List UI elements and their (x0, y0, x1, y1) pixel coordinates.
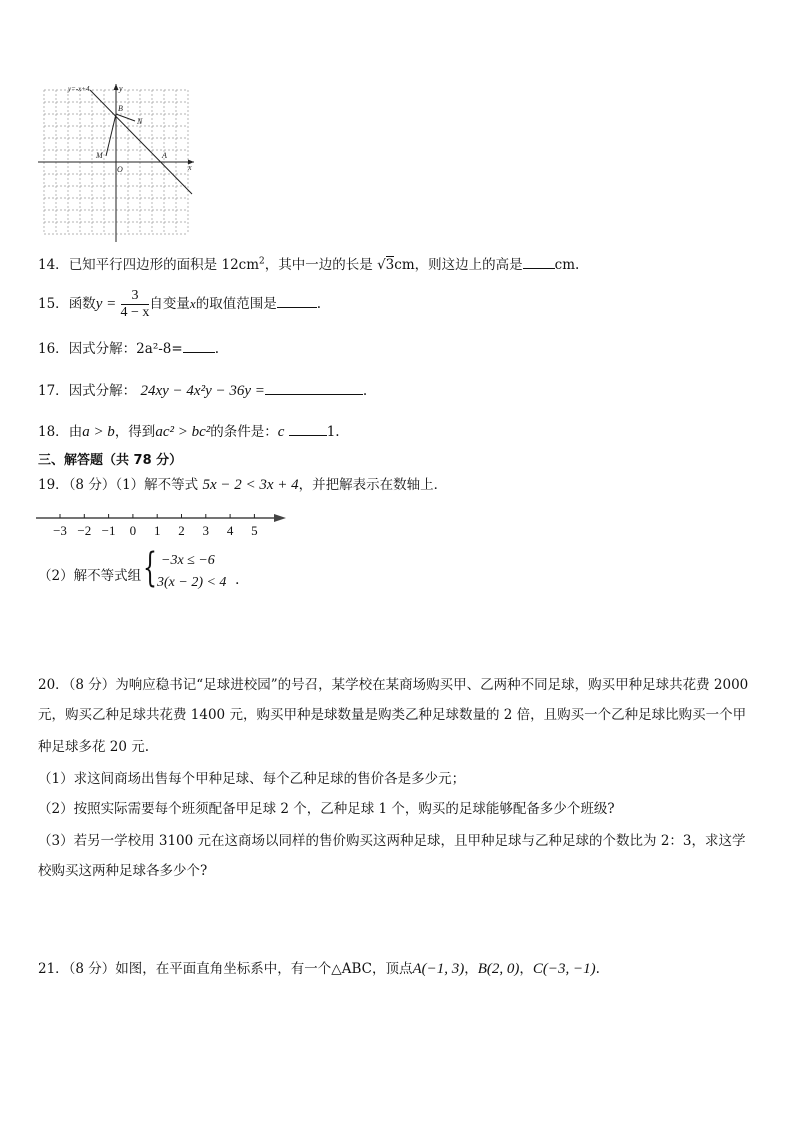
sqrt-sign: √ (377, 257, 386, 273)
number-line (36, 506, 292, 542)
q17-expression: 24xy − 4x²y − 36y = (140, 383, 265, 399)
point-B-label: B (118, 104, 123, 113)
q14-exponent: 2 (259, 256, 265, 267)
question-19 (38, 476, 447, 494)
q20-line-3: 种足球多花 20 元. (38, 739, 150, 755)
question-18 (38, 421, 340, 441)
number-line-tick-label: 2 (178, 523, 185, 538)
q17-end: . (362, 383, 368, 399)
q20-sub-1: （1）求这间商场出售每个甲种足球、每个乙种足球的售价各是多少元； (38, 771, 466, 787)
vertex-A: A(−1, 3) (412, 961, 465, 977)
question-number: 16． (38, 341, 69, 357)
q19-part1-end: ，并把解表示在数轴上． (298, 477, 448, 493)
q21-sep-2: ， (519, 961, 533, 977)
point-A-label: A (162, 151, 167, 160)
question-14 (38, 254, 579, 274)
y-axis-label: y (119, 84, 123, 93)
q14-text-a: 已知平行四边形的面积是 12cm (68, 257, 260, 273)
q21-text: 21．（8 分）如图，在平面直角坐标系中，有一个△ABC，顶点 (38, 961, 413, 977)
question-21 (38, 960, 600, 978)
q19-inequality: 5x − 2 < 3x + 4 (202, 477, 299, 493)
q18-text-d: 1. (326, 424, 340, 440)
q15-lhs: y = (95, 296, 117, 312)
number-line-tick-label: −1 (101, 523, 116, 538)
q14-text-d: cm. (554, 257, 580, 273)
q14-root: 3 (385, 257, 395, 273)
number-line-tick-label: −2 (77, 523, 92, 538)
number-line-arrow (274, 514, 286, 522)
q20-sub-2: （2）按照实际需要每个班须配备甲足球 2 个，乙种足球 1 个，购买的足球能够配备多少个班级? (38, 801, 615, 817)
number-line-tick-label: 4 (226, 523, 234, 538)
q15-fraction (121, 288, 150, 321)
number-line-tick-label: −3 (53, 523, 67, 538)
q15-var: x (189, 296, 196, 311)
q18-text-c: 的条件是： (210, 424, 278, 440)
q18-text-b: ，得到 (114, 424, 156, 440)
question-number: 17． (38, 383, 69, 399)
q16-end: . (214, 341, 219, 357)
fraction-denominator: 4 − x (120, 305, 150, 320)
q15-text-a: 函数 (68, 296, 96, 312)
q18-condition: a > b (82, 424, 115, 440)
question-number: 15． (38, 296, 69, 312)
q21-sep-1: ， (464, 961, 478, 977)
origin-label: O (117, 165, 123, 174)
q20-line-2: 元，购买乙种足球共花费 1400 元，购买甲种是球数量是购类乙种足球数量的 2 倍，且购买一个乙种足球比购买一个甲 (38, 707, 747, 723)
system-line-2: 3(x − 2) < 4 (157, 575, 227, 590)
answer-blank[interactable] (265, 380, 363, 395)
q20-sub-3a: （3）若另一学校用 3100 元在这商场以同样的售价购买这两种足球，且甲种足球与乙种足球的个数比为 2：3，求这学 (38, 833, 746, 849)
answer-blank[interactable] (289, 421, 327, 436)
q14-text-b: ，其中一边的长是 (264, 257, 373, 273)
number-line-tick-label: 0 (129, 523, 137, 538)
q20-line-1: 20．（8 分）为响应稳书记“足球进校园”的号召，某学校在某商场购买甲、乙两种不同足球，购买甲种足球共花费 2000 (38, 677, 749, 693)
point-M-label: M (96, 151, 103, 160)
number-line-tick-label: 1 (153, 523, 161, 538)
q20-sub-3b: 校购买这两种足球各多少个? (38, 863, 208, 879)
q17-text: 因式分解： (68, 383, 137, 399)
system-line-1: −3x ≤ −6 (161, 553, 215, 568)
q18-text-a: 由 (68, 424, 83, 440)
q15-text-b: 自变量 (149, 296, 190, 312)
q15-text-d: . (316, 296, 321, 312)
question-15 (38, 286, 321, 322)
section-heading: 三、解答题（共 78 分） (38, 453, 183, 468)
vertex-B: B(2, 0) (477, 961, 520, 977)
answer-blank[interactable] (277, 293, 317, 308)
question-17 (38, 380, 367, 400)
vertex-C: C(−3, −1) (532, 961, 596, 977)
q18-inequality: ac² > bc² (155, 424, 211, 440)
q21-end: . (595, 961, 600, 977)
coordinate-grid-figure (34, 82, 204, 244)
line-label: y=-x+4 (68, 85, 90, 93)
number-line-tick-label: 3 (202, 523, 210, 538)
system-brace: { (143, 545, 157, 591)
point-N-label: N (137, 117, 143, 126)
q19-part2: （2）解不等式组 (38, 568, 142, 584)
q16-text: 因式分解：2a²-8= (68, 341, 183, 357)
question-16 (38, 338, 219, 358)
q15-text-c: 的取值范围是 (195, 296, 277, 312)
q19-score: （8 分） (68, 477, 116, 493)
y-axis-arrow (114, 84, 119, 90)
question-number: 18． (38, 424, 69, 440)
line-y-eq-neg-x-plus-4 (90, 90, 192, 194)
answer-blank[interactable] (183, 338, 215, 353)
question-number: 14． (38, 257, 69, 273)
question-number: 19． (38, 477, 69, 493)
x-axis-label: x (188, 163, 192, 172)
q19-part1: （1）解不等式 (115, 477, 199, 493)
system-end: . (235, 572, 240, 588)
q14-text-c: cm，则这边上的高是 (394, 257, 523, 273)
segment-BM (106, 114, 116, 156)
number-line-tick-label: 5 (251, 523, 258, 538)
q18-var: c (277, 424, 285, 440)
number-line-labels (53, 523, 258, 538)
fraction-numerator: 3 (121, 288, 150, 305)
answer-blank[interactable] (523, 254, 555, 269)
